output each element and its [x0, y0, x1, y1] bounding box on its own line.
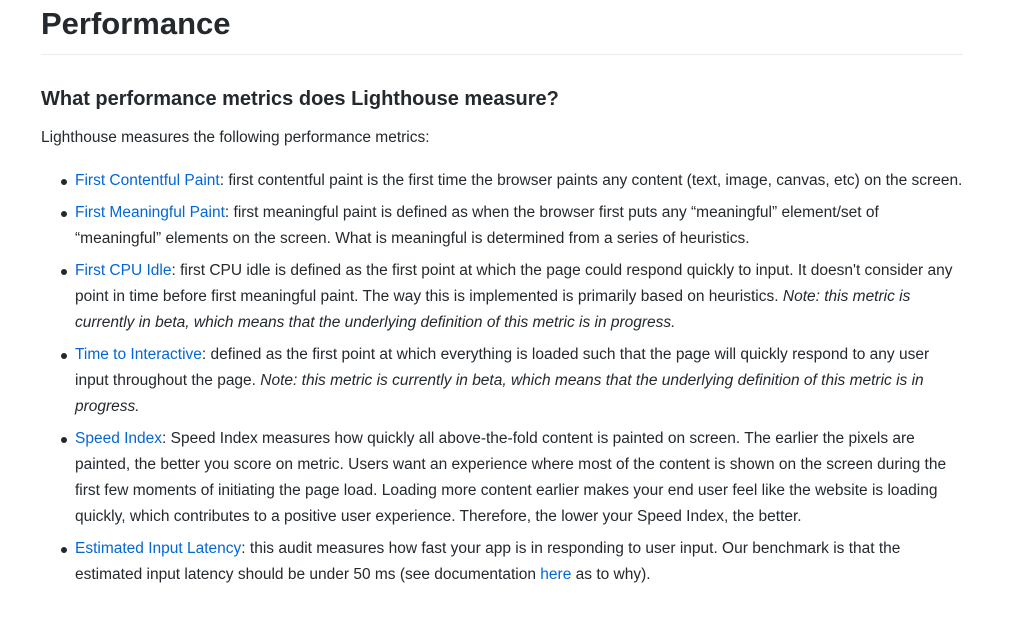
link-time-to-interactive[interactable]: Time to Interactive — [75, 346, 202, 363]
bullet-icon — [61, 353, 67, 359]
intro-paragraph: Lighthouse measures the following performance metrics: — [41, 129, 430, 146]
bullet-icon — [61, 547, 67, 553]
list-item-time-to-interactive — [41, 342, 964, 420]
bullet-icon — [61, 269, 67, 275]
link-estimated-input-latency[interactable]: Estimated Input Latency — [75, 540, 242, 557]
list-item-first-contentful-paint — [41, 168, 964, 194]
link-first-contentful-paint[interactable]: First Contentful Paint — [75, 172, 220, 189]
bullet-icon — [61, 211, 67, 217]
bullet-icon — [61, 179, 67, 185]
beta-note: Note: this metric is currently in beta, which means that the underlying definition of this metric is in progress. — [75, 288, 911, 331]
link-first-cpu-idle[interactable]: First CPU Idle — [75, 262, 172, 279]
metrics-list — [41, 150, 964, 588]
metric-description: : first meaningful paint is defined as when the browser first puts any “meaningful” element/set of “meaningful” elements on the screen. What is meaningful is determined from a series of heuristics. — [75, 204, 879, 247]
metric-description-tail: as to why). — [575, 566, 651, 583]
list-item-first-meaningful-paint — [41, 200, 964, 252]
metric-description: : defined as the first point at which everything is loaded such that the page will quickly respond to any user input throughout the page. — [75, 346, 930, 389]
list-item-speed-index — [41, 426, 964, 530]
list-item-estimated-input-latency — [41, 536, 964, 588]
beta-note: Note: this metric is currently in beta, which means that the underlying definition of this metric is in progress. — [75, 372, 924, 415]
bullet-icon — [61, 437, 67, 443]
metric-description: : Speed Index measures how quickly all above-the-fold content is painted on screen. The earlier the pixels are painted, the better you score on metric. Users want an experience where most of the content is shown on the screen during the first few moments of initiating the page load. Loading more content earlier makes your end user feel like the website is loading quickly, which contributes to a positive user experience. Therefore, the lower your Speed Index, the better. — [75, 430, 947, 525]
section-heading: What performance metrics does Lighthouse measure? — [41, 88, 559, 110]
metric-description: : first CPU idle is defined as the first point at which the page could respond quickly to input. It doesn't consider any point in time before first meaningful paint. The way this is implemented is primarily based on heuristics. — [75, 262, 953, 305]
link-documentation-here[interactable]: here — [540, 566, 572, 583]
page-title: Performance — [41, 6, 231, 41]
link-speed-index[interactable]: Speed Index — [75, 430, 163, 447]
metric-description: : first contentful paint is the first time the browser paints any content (text, image, canvas, etc) on the screen. — [219, 172, 963, 189]
list-item-first-cpu-idle — [41, 258, 964, 336]
link-first-meaningful-paint[interactable]: First Meaningful Paint — [75, 204, 225, 221]
metric-description: : this audit measures how fast your app is in responding to user input. Our benchmark is that the estimated input latency should be under 50 ms (see documentation — [75, 540, 901, 583]
